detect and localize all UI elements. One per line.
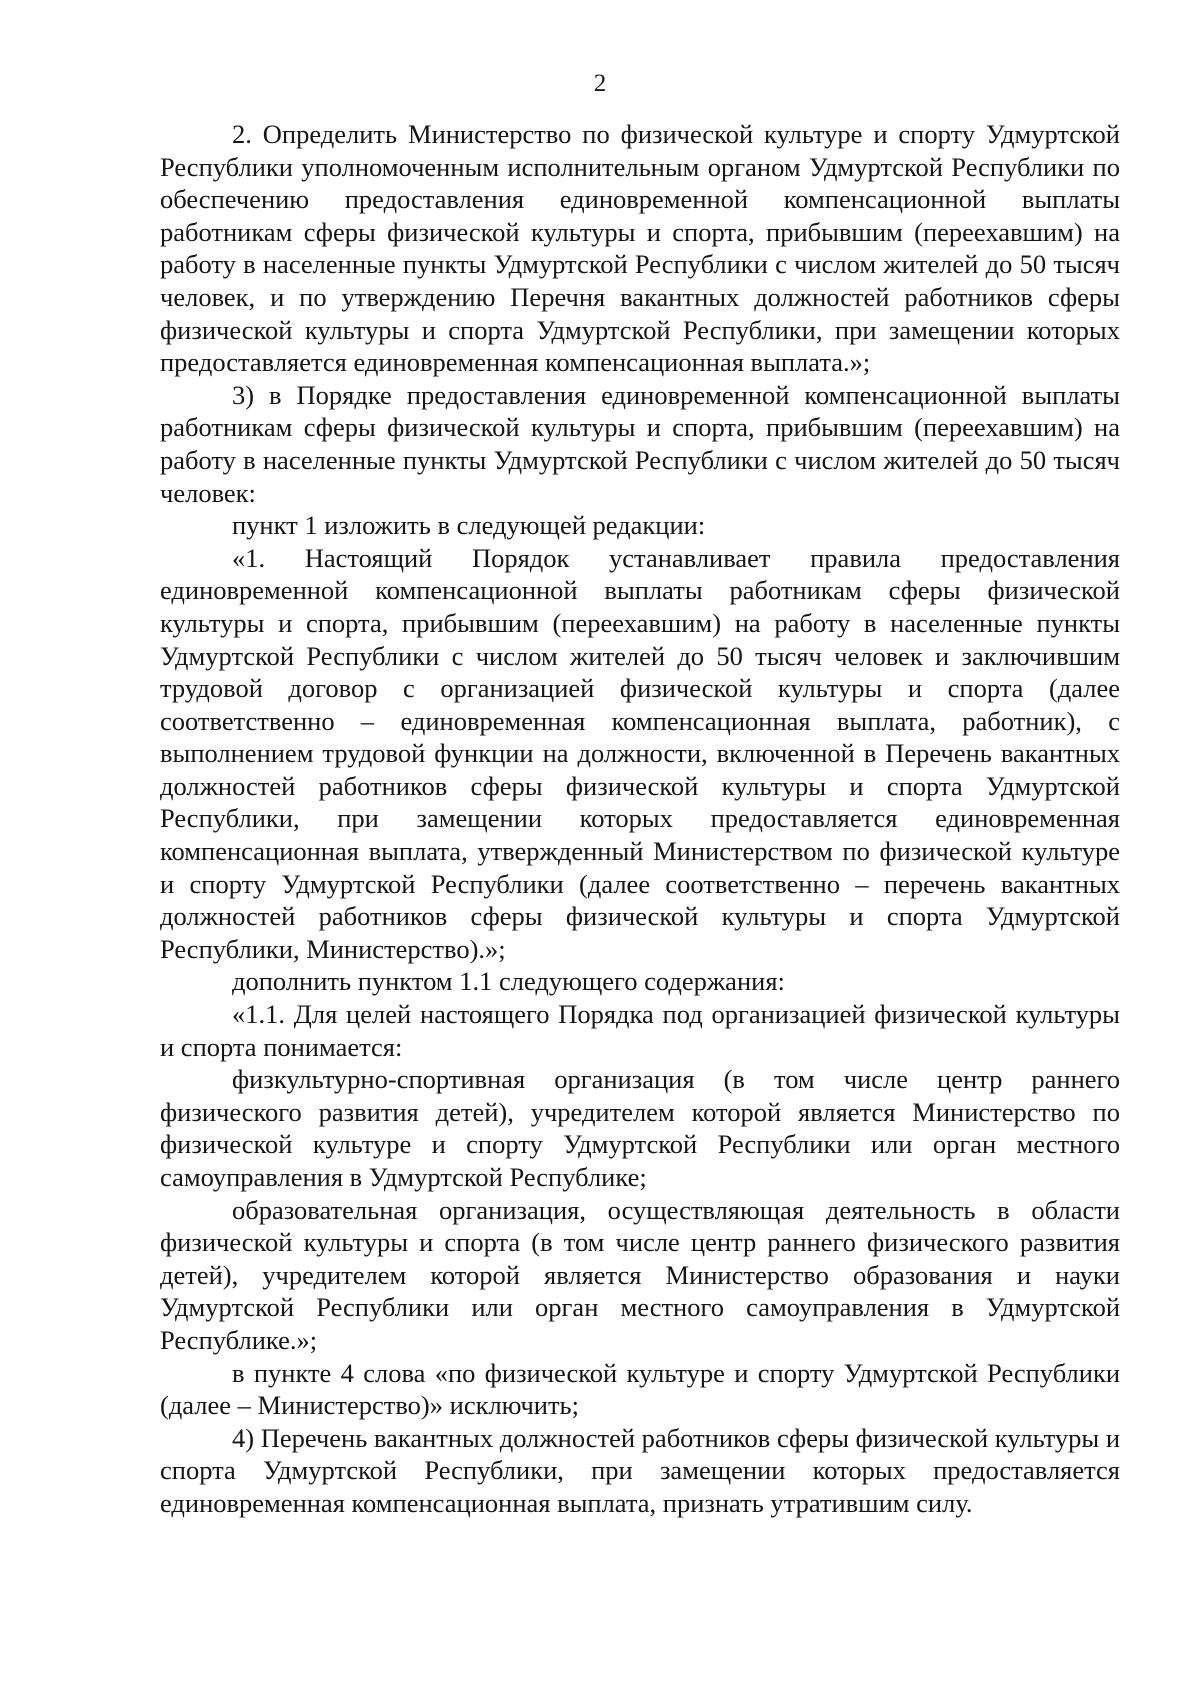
- paragraph-sports-organization: физкультурно-спортивная организация (в том числе центр раннего физического развития детей), учредителем которой является Министерство по физической культуре и спорту Удмуртской Республики или орган местного самоуправления в Удмуртской Республике;: [160, 1064, 1120, 1192]
- paragraph-item-2: 2. Определить Министерство по физической культуре и спорту Удмуртской Республики уполномоченным исполнительным органом Удмуртской Республики по обеспечению предоставления единовременной компенсационной выплаты работникам сферы физической культуры и спорта, прибывшим (переехавшим) на работу в населенные пункты Удмуртской Республики с числом жителей до 50 тысяч человек, и по утверждению Перечня вакантных должностей работников сферы физической культуры и спорта Удмуртской Республики, при замещении которых предоставляется единовременная компенсационная выплата.»;: [160, 119, 1120, 378]
- paragraph-subitem-3: 3) в Порядке предоставления единовременной компенсационной выплаты работникам сферы физической культуры и спорта, прибывшим (переехавшим) на работу в населенные пункты Удмуртской Республики с числом жителей до 50 тысяч человек:: [160, 379, 1120, 508]
- paragraph-clause-1-intro: пункт 1 изложить в следующей редакции:: [232, 510, 706, 541]
- page-number: 2: [593, 70, 607, 97]
- paragraph-clause-1-1-intro: дополнить пунктом 1.1 следующего содержания:: [232, 966, 785, 997]
- paragraph-subitem-4: 4) Перечень вакантных должностей работников сферы физической культуры и спорта Удмуртской Республики, при замещении которых предоставляется единовременная компенсационная выплата, признать утратившим силу.: [160, 1422, 1120, 1518]
- paragraph-educational-organization: образовательная организация, осуществляющая деятельность в области физической культуры и спорта (в том числе центр раннего физического развития детей), учредителем которой является Министерство образования и науки Удмуртской Республики или орган местного самоуправления в Удмуртской Республике.»;: [160, 1194, 1120, 1355]
- paragraph-clause-4-change: в пункте 4 слова «по физической культуре и спорту Удмуртской Республики (далее – Министерство)» исключить;: [160, 1357, 1120, 1421]
- paragraph-clause-1-1-text: «1.1. Для целей настоящего Порядка под организацией физической культуры и спорта понимается:: [160, 999, 1120, 1062]
- paragraph-clause-1-text: «1. Настоящий Порядок устанавливает правила предоставления единовременной компенсационной выплаты работникам сферы физической культуры и спорта, прибывшим (переехавшим) на работу в населенные пункты Удмуртской Республики с числом жителей до 50 тысяч человек и заключившим трудовой договор с организацией физической культуры и спорта (далее соответственно – единовременная компенсационная выплата, работник), с выполнением трудовой функции на должности, включенной в Перечень вакантных должностей работников сферы физической культуры и спорта Удмуртской Республики, при замещении которых предоставляется единовременная компенсационная выплата, утвержденный Министерством по физической культуре и спорту Удмуртской Республики (далее соответственно – перечень вакантных должностей работников сферы физической культуры и спорта Удмуртской Республики, Министерство).»;: [160, 542, 1120, 964]
- document-body: [160, 118, 1120, 1520]
